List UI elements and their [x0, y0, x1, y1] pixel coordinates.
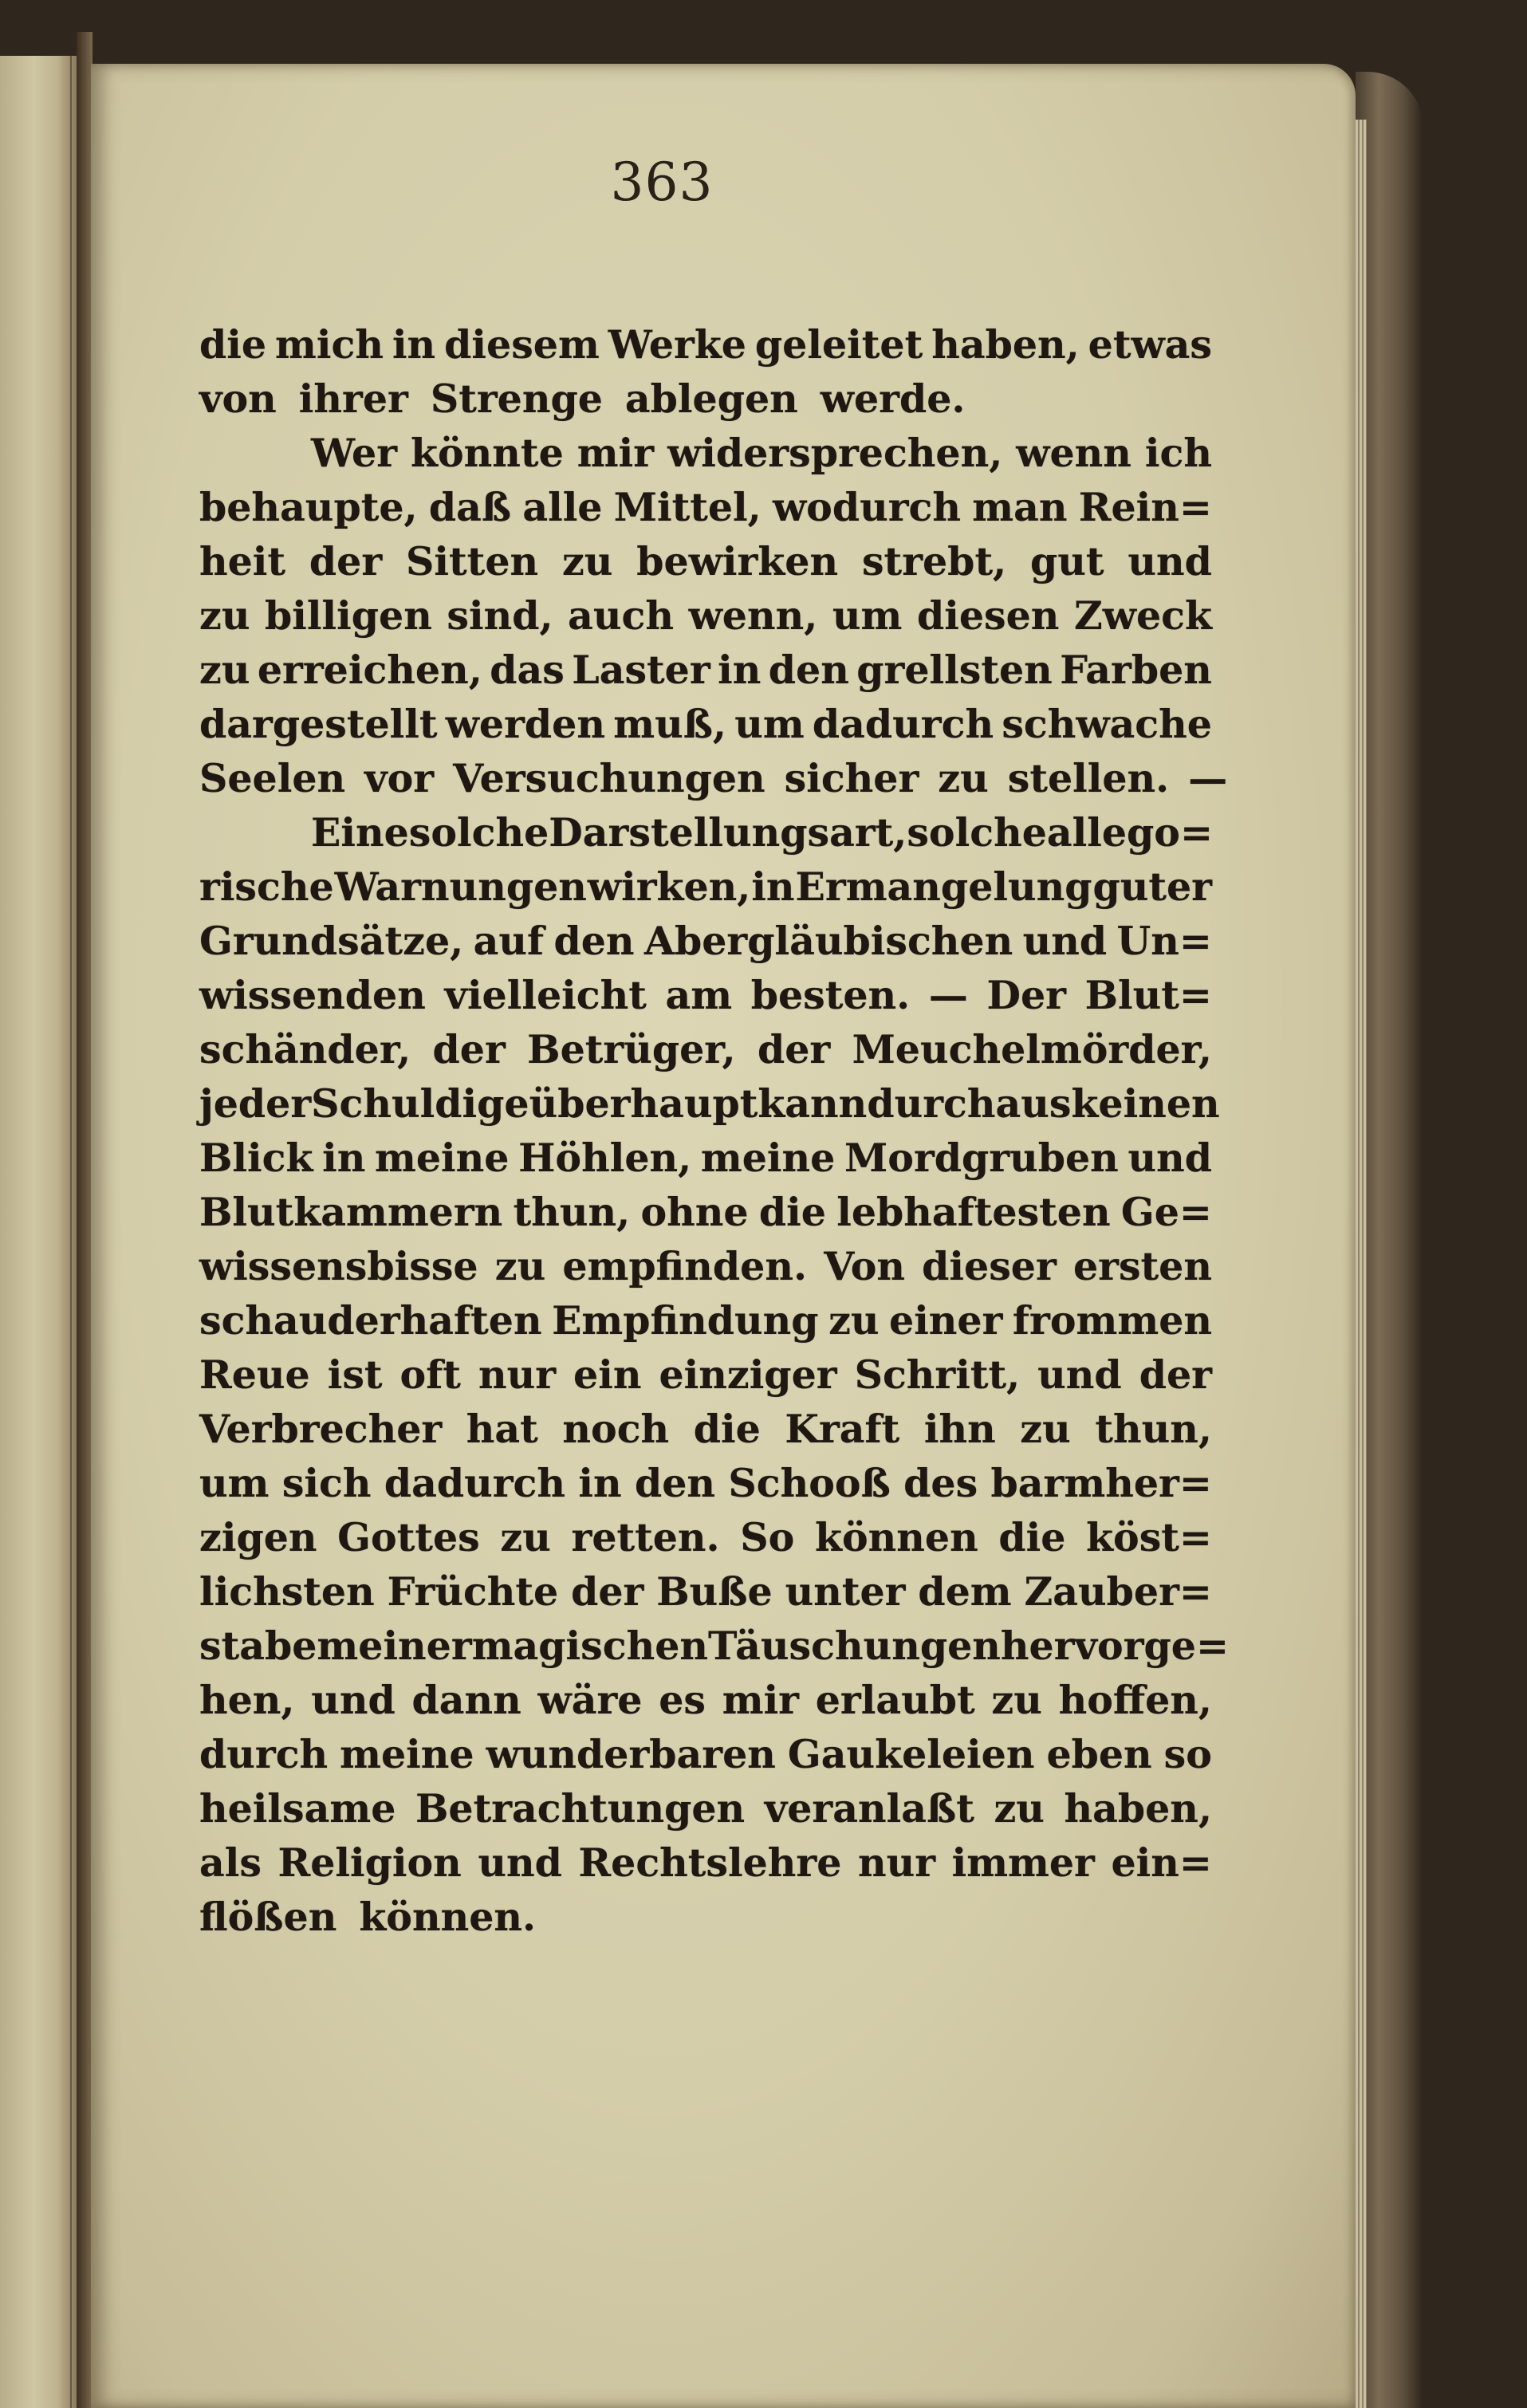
- word: sicher: [784, 755, 919, 801]
- text-line: [199, 1510, 1212, 1564]
- word: in: [578, 1460, 622, 1506]
- word: dem: [918, 1568, 1012, 1615]
- text-line: [199, 751, 1228, 805]
- word: auch: [568, 592, 675, 639]
- word: ein=: [1111, 1839, 1212, 1886]
- word: immer: [951, 1839, 1095, 1886]
- word: durch: [199, 1731, 329, 1777]
- word: in: [322, 1135, 366, 1181]
- word: Kraft: [785, 1406, 900, 1452]
- word: —: [1188, 755, 1228, 801]
- word: erlaubt: [815, 1677, 975, 1723]
- word: bewirken: [636, 538, 839, 584]
- text-line: [199, 1348, 1212, 1402]
- word: so: [1163, 1731, 1212, 1777]
- word: rische: [199, 864, 334, 910]
- word: durchaus: [867, 1080, 1072, 1127]
- word: vielleicht: [444, 972, 647, 1018]
- text-line: [199, 1673, 1212, 1727]
- word: diesen: [916, 592, 1060, 639]
- word: zu: [994, 1785, 1045, 1832]
- word: ohne: [640, 1189, 749, 1235]
- word: Blutkammern: [199, 1189, 503, 1235]
- word: haben,: [931, 321, 1080, 368]
- word: meine: [340, 1731, 474, 1777]
- word: mir: [722, 1677, 799, 1723]
- word: mir: [577, 430, 655, 476]
- word: alle: [522, 484, 603, 530]
- text-line: [199, 1239, 1212, 1293]
- word: ersten: [1072, 1243, 1212, 1289]
- word: der: [1139, 1352, 1212, 1398]
- word: Blick: [199, 1135, 313, 1181]
- word: ich: [1144, 430, 1212, 476]
- word: Schritt,: [854, 1352, 1021, 1398]
- word: zu: [199, 647, 250, 693]
- word: um: [734, 701, 805, 747]
- text-line: [199, 1836, 1212, 1890]
- text-line: [199, 1564, 1212, 1619]
- word: geleitet: [754, 321, 923, 368]
- text-line: [199, 1727, 1212, 1781]
- text-line: [199, 1131, 1212, 1185]
- word: Ge=: [1120, 1189, 1212, 1235]
- word: in: [718, 647, 762, 693]
- word: Religion: [277, 1839, 462, 1886]
- word: zu: [199, 592, 250, 639]
- text-line: [199, 968, 1212, 1022]
- word: ihn: [923, 1406, 996, 1452]
- word: von: [199, 376, 277, 422]
- word: thun,: [513, 1189, 631, 1235]
- word: Von: [824, 1243, 906, 1289]
- page-number: 363: [610, 151, 714, 213]
- text-line: [199, 1456, 1212, 1510]
- word: nur: [478, 1352, 557, 1398]
- word: kann: [758, 1080, 868, 1127]
- word: solche: [907, 809, 1047, 856]
- word: guter: [1092, 864, 1212, 910]
- word: muß,: [613, 701, 726, 747]
- word: empfinden.: [562, 1243, 808, 1289]
- word: haben,: [1064, 1785, 1212, 1832]
- word: solche: [408, 809, 549, 856]
- word: Betrüger,: [527, 1026, 736, 1072]
- word: und: [1022, 918, 1108, 964]
- word: Strenge: [430, 376, 603, 422]
- word: Höhlen,: [518, 1135, 692, 1181]
- word: Un=: [1116, 918, 1212, 964]
- word: flößen: [199, 1894, 337, 1940]
- text-line: [199, 1293, 1212, 1348]
- word: meine: [700, 1135, 836, 1181]
- word: keinen: [1071, 1080, 1220, 1127]
- text-line: [199, 914, 1212, 968]
- word: und: [1037, 1352, 1122, 1398]
- word: wenn,: [688, 592, 818, 639]
- word: Rechtslehre: [578, 1839, 842, 1886]
- word: besten.: [750, 972, 911, 1018]
- word: zu: [991, 1677, 1042, 1723]
- word: den: [553, 918, 635, 964]
- word: zu: [500, 1514, 551, 1560]
- word: des: [903, 1460, 978, 1506]
- word: können.: [359, 1894, 537, 1940]
- book-gutter: [77, 32, 92, 2408]
- word: in: [751, 864, 795, 910]
- word: und: [1128, 1135, 1212, 1181]
- word: Gaukeleien: [787, 1731, 1035, 1777]
- word: Eine: [311, 809, 409, 856]
- word: dadurch: [384, 1460, 566, 1506]
- page-text: [199, 317, 1230, 1944]
- word: vor: [364, 755, 435, 801]
- word: hen,: [199, 1677, 295, 1723]
- word: Empfindung: [552, 1297, 819, 1344]
- word: können: [815, 1514, 978, 1560]
- word: zu: [561, 538, 613, 584]
- word: heit: [199, 538, 286, 584]
- word: ein: [573, 1352, 642, 1398]
- word: könnte: [411, 430, 564, 476]
- word: Meuchelmörder,: [852, 1026, 1212, 1072]
- word: daß: [428, 484, 512, 530]
- word: zu: [1020, 1406, 1071, 1452]
- word: werde.: [820, 376, 966, 422]
- word: köst=: [1086, 1514, 1212, 1560]
- word: der: [571, 1568, 644, 1615]
- text-line: [199, 1890, 1212, 1944]
- text-line: [199, 643, 1212, 697]
- word: Farben: [1060, 647, 1212, 693]
- word: die: [998, 1514, 1066, 1560]
- word: billigen: [265, 592, 432, 639]
- word: Werke: [608, 321, 746, 368]
- word: eben: [1046, 1731, 1152, 1777]
- word: am: [665, 972, 733, 1018]
- word: frommen: [1012, 1297, 1212, 1344]
- word: um: [199, 1460, 270, 1506]
- word: wissensbisse: [199, 1243, 478, 1289]
- word: Schuldige: [311, 1080, 529, 1127]
- word: magischen: [471, 1623, 709, 1669]
- word: der: [757, 1026, 831, 1072]
- word: in: [392, 321, 436, 368]
- word: grellsten: [856, 647, 1053, 693]
- text-line: [199, 1185, 1212, 1239]
- text-line: [199, 1022, 1212, 1076]
- word: Laster: [572, 647, 710, 693]
- word: diesem: [444, 321, 600, 368]
- text-line: [199, 372, 1212, 426]
- text-line: [199, 860, 1212, 914]
- word: allego=: [1046, 809, 1214, 856]
- word: veranlaßt: [764, 1785, 974, 1832]
- word: Früchte: [387, 1568, 559, 1615]
- word: etwas: [1088, 321, 1212, 368]
- word: stellen.: [1007, 755, 1170, 801]
- word: noch: [562, 1406, 670, 1452]
- word: wenn: [1016, 430, 1131, 476]
- word: thun,: [1095, 1406, 1212, 1452]
- word: dadurch: [812, 701, 994, 747]
- word: dieser: [922, 1243, 1057, 1289]
- word: dargestellt: [199, 701, 438, 747]
- word: den: [768, 647, 849, 693]
- word: und: [1128, 538, 1212, 584]
- previous-page-edge: [0, 56, 77, 2408]
- text-line: [199, 534, 1212, 588]
- word: Mordgruben: [844, 1135, 1119, 1181]
- word: der: [309, 538, 383, 584]
- word: jeder: [199, 1080, 312, 1127]
- word: die: [758, 1189, 826, 1235]
- word: und: [478, 1839, 562, 1886]
- word: barmher=: [990, 1460, 1212, 1506]
- word: Darstellungsart,: [549, 809, 907, 856]
- word: Abergläubischen: [643, 918, 1013, 964]
- word: Blut=: [1084, 972, 1212, 1018]
- word: das: [490, 647, 565, 693]
- text-line: [199, 1402, 1212, 1456]
- word: wissenden: [199, 972, 426, 1018]
- word: wodurch: [772, 484, 961, 530]
- text-line: [199, 588, 1212, 643]
- word: als: [199, 1839, 262, 1886]
- word: Täuschungen: [708, 1623, 1001, 1669]
- text-line: [199, 805, 1212, 860]
- word: die: [693, 1406, 761, 1452]
- text-line: [199, 426, 1212, 480]
- word: einziger: [659, 1352, 837, 1398]
- word: die: [199, 321, 267, 368]
- word: Buße: [656, 1568, 773, 1615]
- word: schwache: [1002, 701, 1212, 747]
- word: Zweck: [1074, 592, 1212, 639]
- word: Warnungen: [334, 864, 587, 910]
- word: es: [659, 1677, 706, 1723]
- word: Wer: [311, 430, 398, 476]
- word: zu: [828, 1297, 880, 1344]
- word: Schooß: [728, 1460, 891, 1506]
- word: Seelen: [199, 755, 346, 801]
- text-line: [199, 317, 1212, 372]
- text-line: [199, 480, 1212, 534]
- word: lichsten: [199, 1568, 375, 1615]
- word: zu: [494, 1243, 546, 1289]
- word: Grundsätze,: [199, 918, 464, 964]
- word: dann: [411, 1677, 521, 1723]
- word: Mittel,: [613, 484, 762, 530]
- word: heilsame: [199, 1785, 396, 1832]
- word: um: [832, 592, 903, 639]
- word: gut: [1030, 538, 1104, 584]
- word: wäre: [537, 1677, 643, 1723]
- word: So: [740, 1514, 795, 1560]
- text-line: [199, 697, 1212, 751]
- word: und: [311, 1677, 396, 1723]
- text-line: [199, 1619, 1230, 1673]
- word: widersprechen,: [667, 430, 1003, 476]
- word: hat: [466, 1406, 538, 1452]
- word: ist: [327, 1352, 383, 1398]
- word: einer: [889, 1297, 1003, 1344]
- word: auf: [473, 918, 545, 964]
- word: strebt,: [861, 538, 1007, 584]
- word: den: [634, 1460, 716, 1506]
- word: sind,: [447, 592, 553, 639]
- word: werden: [445, 701, 605, 747]
- word: meine: [375, 1135, 510, 1181]
- word: Sitten: [406, 538, 539, 584]
- word: ablegen: [624, 376, 798, 422]
- word: hoffen,: [1058, 1677, 1212, 1723]
- word: Betrachtungen: [415, 1785, 746, 1832]
- text-line: [199, 1781, 1212, 1836]
- word: ihrer: [298, 376, 408, 422]
- word: Verbrecher: [199, 1406, 443, 1452]
- word: Reue: [199, 1352, 310, 1398]
- word: unter: [785, 1568, 906, 1615]
- word: hervorge=: [1000, 1623, 1230, 1669]
- word: Der: [986, 972, 1066, 1018]
- word: zu: [938, 755, 989, 801]
- word: Versuchungen: [453, 755, 765, 801]
- word: wirken,: [587, 864, 751, 910]
- word: behaupte,: [199, 484, 418, 530]
- word: Rein=: [1078, 484, 1212, 530]
- word: wunderbaren: [486, 1731, 776, 1777]
- word: sich: [281, 1460, 372, 1506]
- word: zigen: [199, 1514, 317, 1560]
- word: meiner: [317, 1623, 472, 1669]
- word: Zauber=: [1024, 1568, 1212, 1615]
- word: der: [432, 1026, 506, 1072]
- word: oft: [399, 1352, 461, 1398]
- word: erreichen,: [257, 647, 482, 693]
- word: retten.: [571, 1514, 720, 1560]
- word: man: [972, 484, 1068, 530]
- word: Gottes: [337, 1514, 480, 1560]
- word: schänder,: [199, 1026, 411, 1072]
- word: —: [928, 972, 968, 1018]
- word: Ermangelung: [795, 864, 1092, 910]
- word: stabe: [199, 1623, 317, 1669]
- word: schauderhaften: [199, 1297, 542, 1344]
- word: überhaupt: [529, 1080, 758, 1127]
- text-line: [199, 1076, 1220, 1131]
- word: nur: [857, 1839, 936, 1886]
- word: mich: [275, 321, 384, 368]
- word: lebhaftesten: [836, 1189, 1111, 1235]
